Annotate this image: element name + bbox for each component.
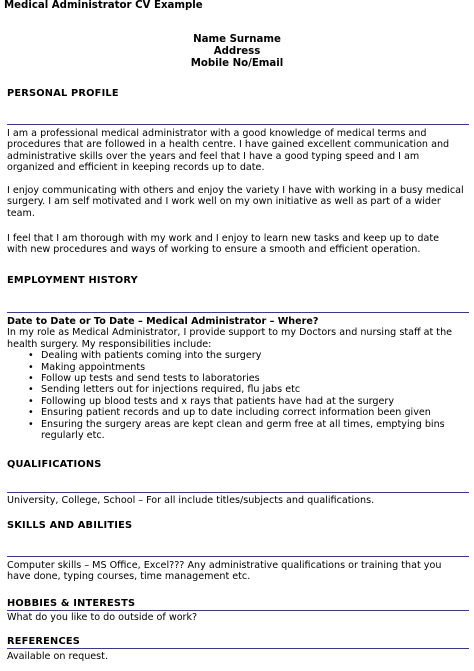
header-name: Name Surname [193, 34, 281, 45]
list-item: • Ensuring the surgery areas are kept clean and germ free at all times, emptying bins regularly etc. [28, 418, 445, 442]
text-line: surgery. I am self motivated and I work well on my own initiative as well as part of a wider [7, 196, 441, 208]
section-heading-profile: PERSONAL PROFILE [7, 88, 119, 99]
section-heading-references: REFERENCES [7, 636, 80, 647]
list-item: • Sending letters out for injections required, flu jabs etc [28, 384, 301, 396]
list-item: • Follow up tests and send tests to laboratories [28, 373, 260, 385]
bullet-icon: • [28, 407, 34, 419]
text-line: health surgery. My responsibilities include: [7, 338, 212, 350]
hobbies-text: What do you like to do outside of work? [7, 612, 198, 623]
bullet-icon: • [28, 395, 34, 407]
text-line: team. [7, 207, 35, 219]
text-line: have done, typing courses, time management etc. [7, 571, 251, 583]
text-line: I am a professional medical administrator with a good knowledge of medical terms and [7, 128, 427, 139]
bullet-icon: • [28, 361, 34, 373]
responsibilities-list [7, 350, 471, 441]
qualifications-text: University, College, School – For all include titles/subjects and qualifications. [7, 495, 375, 506]
profile-paragraph-3 [7, 233, 471, 256]
bullet-icon: • [28, 373, 34, 385]
text-line: Computer skills – MS Office, Excel??? Any administrative qualifications or training that you [7, 560, 442, 571]
bullet-icon: • [28, 418, 34, 430]
job-title: Date to Date or To Date – Medical Administrator – Where? [7, 316, 319, 327]
section-heading-skills: SKILLS AND ABILITIES [7, 520, 133, 531]
section-divider [7, 124, 469, 125]
section-heading-hobbies: HOBBIES & INTERESTS [7, 598, 136, 609]
skills-text [7, 560, 471, 583]
list-item: • Dealing with patients coming into the surgery [28, 350, 262, 362]
profile-paragraph-1 [7, 128, 471, 174]
list-item: • Following up blood tests and x rays that patients have had at the surgery [28, 395, 395, 407]
section-divider [7, 492, 469, 493]
text-line: I enjoy communicating with others and enjoy the variety I have with working in a busy medical [7, 185, 464, 196]
employment-entry [7, 316, 471, 441]
text-line: procedures that are followed in a health centre. I have gained excellent communication and [7, 139, 450, 151]
profile-paragraph-2 [7, 185, 471, 219]
section-divider [7, 610, 469, 611]
section-divider [7, 312, 469, 313]
section-divider [7, 648, 469, 649]
text-line: with new procedures and ways of working to ensure a smooth and efficient operation. [7, 244, 421, 256]
section-heading-employment: EMPLOYMENT HISTORY [7, 275, 138, 286]
text-line: organized and efficient in keeping records up to date. [7, 162, 265, 174]
section-divider [7, 556, 469, 557]
section-heading-qualifications: QUALIFICATIONS [7, 459, 102, 470]
list-item-continuation: regularly etc. [41, 430, 105, 442]
text-line: administrative skills over the years and feel that I have a good typing speed and I am [7, 150, 420, 162]
bullet-icon: • [28, 384, 34, 396]
text-line: In my role as Medical Administrator, I provide support to my Doctors and nursing staff at the [7, 327, 453, 339]
bullet-icon: • [28, 350, 34, 362]
header-address: Address [213, 46, 261, 57]
header-contact: Mobile No/Email [190, 58, 284, 69]
document-title: Medical Administrator CV Example [4, 0, 203, 11]
references-text: Available on request. [7, 651, 108, 662]
text-line: I feel that I am thorough with my work and I enjoy to learn new tasks and keep up to date [7, 233, 439, 244]
list-item: • Ensuring patient records and up to date including correct information been given [28, 407, 431, 419]
list-item: • Making appointments [28, 361, 146, 373]
